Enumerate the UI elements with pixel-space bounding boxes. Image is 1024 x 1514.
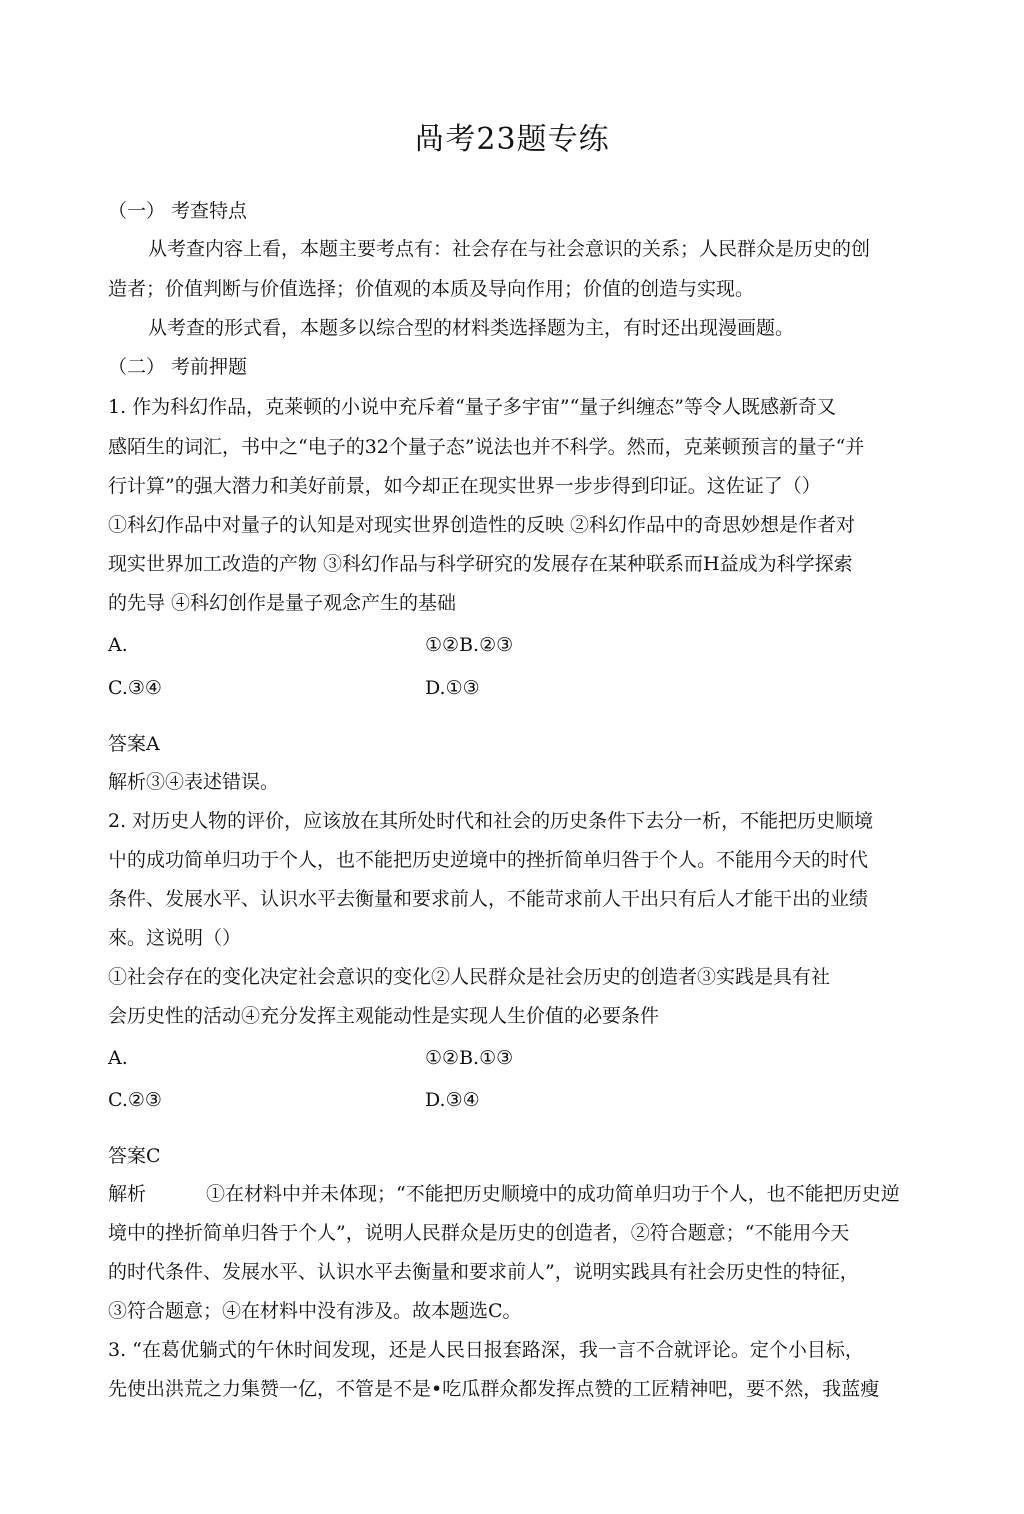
paragraph-line: 从考查的形式看，本题多以综合型的材料类选择题为主，有时还出现漫画题。 [148, 317, 795, 339]
question-2-analysis-line: ③符合题意；④在材料中没有涉及。故本题选C。 [108, 1300, 522, 1322]
question-3-line: 先使出洪荒之力集赞一亿，不管是不是•吃瓜群众都发挥点赞的工匠精神吧，要不然，我蓝瘦 [108, 1378, 880, 1400]
question-2-line: 2. 对历史人物的评价，应该放在其所处时代和社会的历史条件下去分一析，不能把历史顺境 [108, 810, 874, 832]
question-1-option-a-b: ①②B.②③ [425, 634, 514, 656]
question-2-option-a-b: ①②B.①③ [425, 1047, 514, 1069]
question-1-statements: 现实世界加工改造的产物 ③科幻作品与科学研究的发展存在某种联系而H益成为科学探索 [108, 553, 853, 575]
question-1-line: 1. 作为科幻作品，克莱顿的小说中充斥着“量子多宇宙”“量子纠缠态”等令人既感新奇又 [108, 396, 837, 418]
question-2-option-d: D.③④ [425, 1089, 480, 1111]
question-1-answer: 答案A [108, 733, 160, 755]
question-3-line: 3. “在葛优躺式的午休时间发现，还是人民日报套路深，我一言不合就评论。定个小目标， [108, 1339, 864, 1361]
question-1-option-d: D.①③ [425, 677, 480, 699]
question-1-line: 行计算”的强大潜力和美好前景，如今却正在现实世界一步步得到印证。这佐证了（） [108, 475, 821, 497]
question-1-statements: ①科幻作品中对量子的认知是对现实世界创造性的反映 ②科幻作品中的奇思妙想是作者对 [108, 514, 856, 536]
paragraph-line: 从考查内容上看，本题主要考点有：社会存在与社会意识的关系；人民群众是历史的创 [148, 238, 871, 260]
question-2-statements: ①社会存在的变化决定社会意识的变化②人民群众是社会历史的创造者③实践是具有社 [108, 966, 831, 988]
question-1-analysis: 解析③④表述错误。 [108, 771, 280, 793]
question-1-option-c: C.③④ [108, 677, 162, 699]
paragraph-line: 造者；价值判断与价值选择；价值观的本质及导向作用；价值的创造与实现。 [108, 278, 755, 300]
question-1-line: 感陌生的词汇，书中之“电子的32个量子态”说法也并不科学。然而，克莱顿预言的量子“并 [108, 436, 865, 458]
question-2-line: 屮的成功简单归功于个人，也不能把历史逆境中的挫折简单归咎于个人。不能用今天的时代 [108, 849, 869, 871]
question-2-analysis-line: 境中的挫折简单归咎于个人”，说明人民群众是历史的创造者，②符合题意；“不能用今天 [108, 1222, 850, 1244]
question-2-statements: 会历史性的活动④充分发挥主观能动性是实现人生价值的必要条件 [108, 1005, 660, 1027]
question-2-line: 來。这说明（） [108, 927, 242, 949]
question-2-analysis-line: 的时代条件、发展水平、认识水平去衡量和要求前人”，说明实践具有社会历史性的特征， [108, 1261, 859, 1283]
section-heading-predictions: （二） 考前押题 [108, 356, 248, 378]
page-title: 咼考23题专练 [414, 122, 610, 157]
section-heading-features: （一） 考查特点 [108, 200, 248, 222]
question-2-analysis-label: 解析 [108, 1183, 147, 1205]
question-2-analysis-line: ①在材料中并未体现；“不能把历史顺境中的成功简单归功于个人，也不能把历史逆 [206, 1183, 900, 1205]
question-1-statements: 的先导 ④科幻创作是量子观念产生的基础 [108, 592, 457, 614]
question-2-option-a: A. [108, 1047, 128, 1069]
question-2-option-c: C.②③ [108, 1089, 162, 1111]
question-2-line: 条件、发展水平、认识水平去衡量和要求前人，不能苛求前人干出只有后人才能干出的业绩 [108, 888, 869, 910]
question-1-option-a: A. [108, 634, 128, 656]
question-2-answer: 答案C [108, 1145, 161, 1167]
